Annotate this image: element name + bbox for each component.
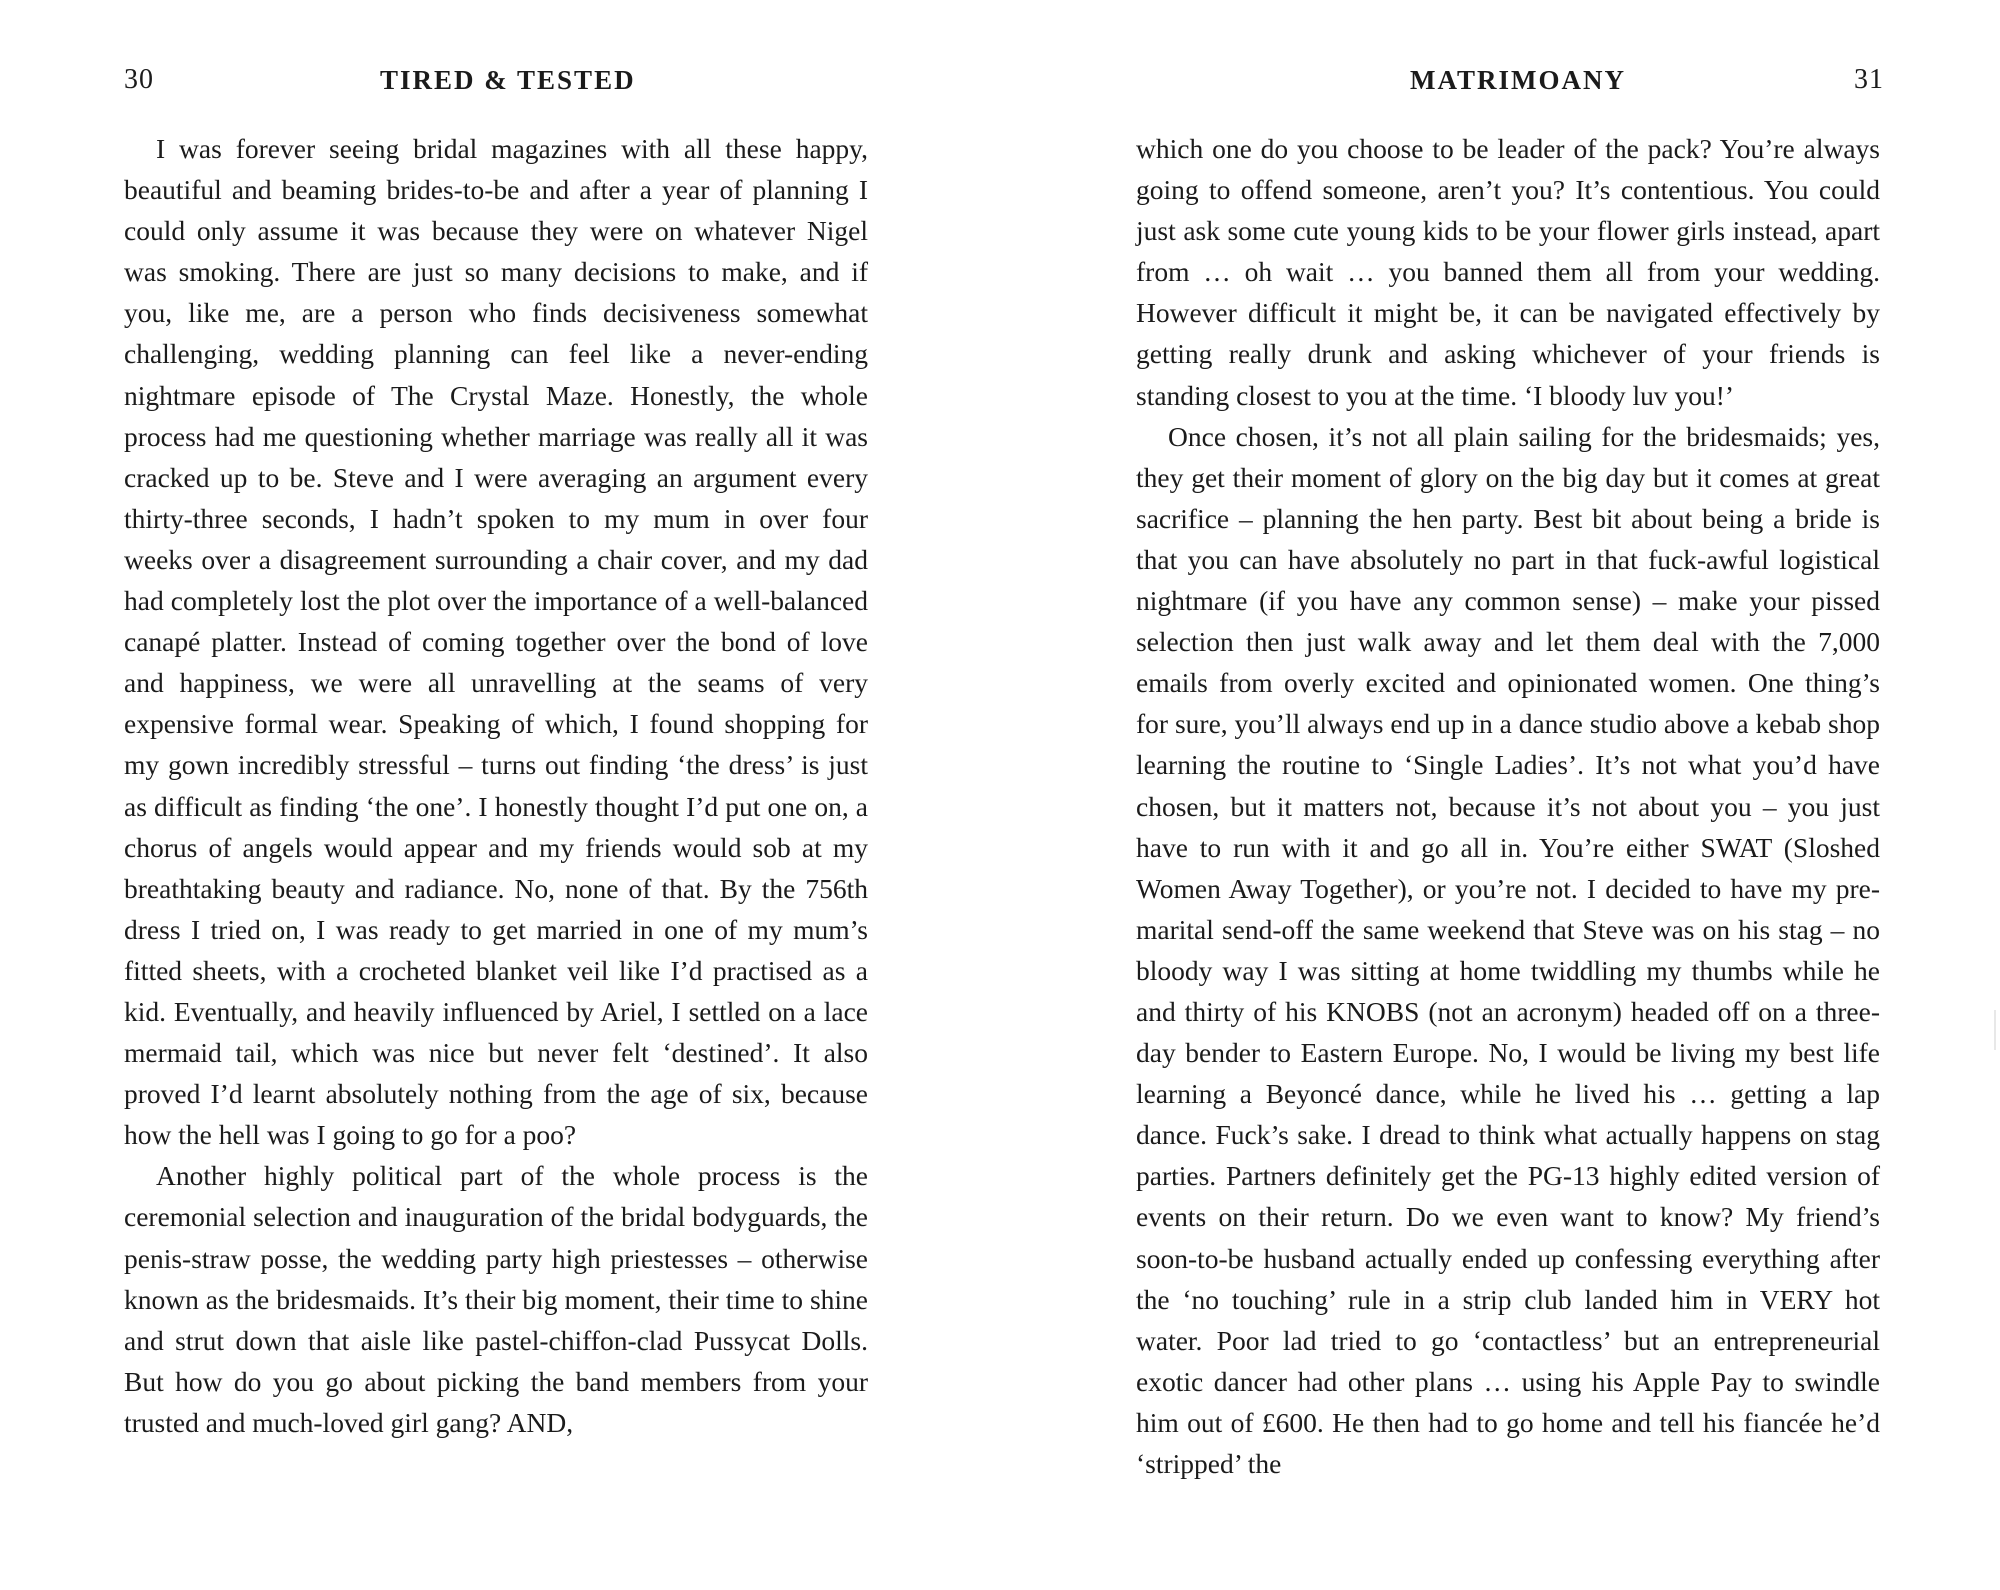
page-number-right: 31: [1854, 64, 1884, 95]
right-page: [1000, 0, 2000, 1590]
page-edge-mark: [1994, 1010, 1996, 1050]
paragraph-right-2: Once chosen, it’s not all plain sailing for the bridesmaids; yes, they get their moment of glory on the big day but it comes at great sacrifice – planning the hen party. Best bit about being a bride is that you can have absolutely no part in that fuck-awful logistical nightmare (if you have any common sense) – make your pissed selection then just walk away and let them deal with the 7,000 emails from overly excited and opinionated women. One thing’s for sure, you’ll always end up in a dance studio above a kebab shop learning the routine to ‘Single Ladies’. It’s not what you’d have chosen, but it matters not, because it’s not about you – you just have to run with it and go all in. You’re either SWAT (Sloshed Women Away Together), or you’re not. I decided to have my pre-marital send-off the same weekend that Steve was on his stag – no bloody way I was sitting at home twiddling my thumbs while he and thirty of his KNOBS (not an acronym) headed off on a three-day bender to Eastern Europe. No, I would be living my best life learning a Beyoncé dance, while he lived his … getting a lap dance. Fuck’s sake. I dread to think what actually happens on stag parties. Partners definitely get the PG-13 highly edited version of events on their return. Do we even want to know? My friend’s soon-to-be husband actually ended up confessing everything after the ‘no touching’ rule in a strip club landed him in VERY hot water. Poor lad tried to go ‘contactless’ but an entrepreneurial exotic dancer had other plans … using his Apple Pay to swindle him out of £600. He then had to go home and tell his fiancée he’d ‘stripped’ the: [1136, 420, 1880, 1479]
running-head-book-title: TIRED & TESTED: [380, 65, 636, 95]
paragraph-left-1: I was forever seeing bridal magazines with all these happy, beautiful and beaming brides-to-be and after a year of planning I could only assume it was because they were on whatever Nigel was smoking. There are just so many decisions to make, and if you, like me, are a person who finds decisiveness somewhat challenging, wedding planning can feel like a never-ending nightmare episode of The Crystal Maze. Honestly, the whole process had me questioning whether marriage was really all it was cracked up to be. Steve and I were averaging an argument every thirty-three seconds, I hadn’t spoken to my mum in over four weeks over a disagreement surrounding a chair cover, and my dad had completely lost the plot over the importance of a well-balanced canapé platter. Instead of coming together over the bond of love and happiness, we were all unravelling at the seams of very expensive formal wear. Speaking of which, I found shopping for my gown incredibly stressful – turns out finding ‘the dress’ is just as difficult as finding ‘the one’. I honestly thought I’d put one on, a chorus of angels would appear and my friends would sob at my breathtaking beauty and radiance. No, none of that. By the 756th dress I tried on, I was ready to get married in one of my mum’s fitted sheets, with a crocheted blanket veil like I’d practised as a kid. Eventually, and heavily influenced by Ariel, I settled on a lace mermaid tail, which was nice but never felt ‘destined’. It also proved I’d learnt absolutely nothing from the age of six, because how the hell was I going to go for a poo?: [124, 133, 868, 1151]
paragraph-right-1: which one do you choose to be leader of the pack? You’re always going to offend someone, aren’t you? It’s contentious. You could just ask some cute young kids to be your flower girls instead, apart from … oh wait … you banned them all from your wedding. However difficult it might be, it can be navigated effectively by getting really drunk and asking whichever of your friends is standing closest to you at the time. ‘I bloody luv you!’: [1136, 133, 1880, 411]
page-number-left: 30: [124, 64, 154, 95]
paragraph-left-2: Another highly political part of the whole process is the ceremonial selection and inauguration of the bridal bodyguards, the penis-straw posse, the wedding party high priestesses – otherwise known as the bridesmaids. It’s their big moment, their time to shine and strut down that aisle like pastel-chiffon-clad Pussycat Dolls. But how do you go about picking the band members from your trusted and much-loved girl gang? AND,: [124, 1160, 868, 1438]
body-text-left: [124, 128, 868, 1443]
running-head-chapter-title: MATRIMOANY: [1410, 65, 1626, 95]
body-text-right: [1136, 128, 1880, 1484]
